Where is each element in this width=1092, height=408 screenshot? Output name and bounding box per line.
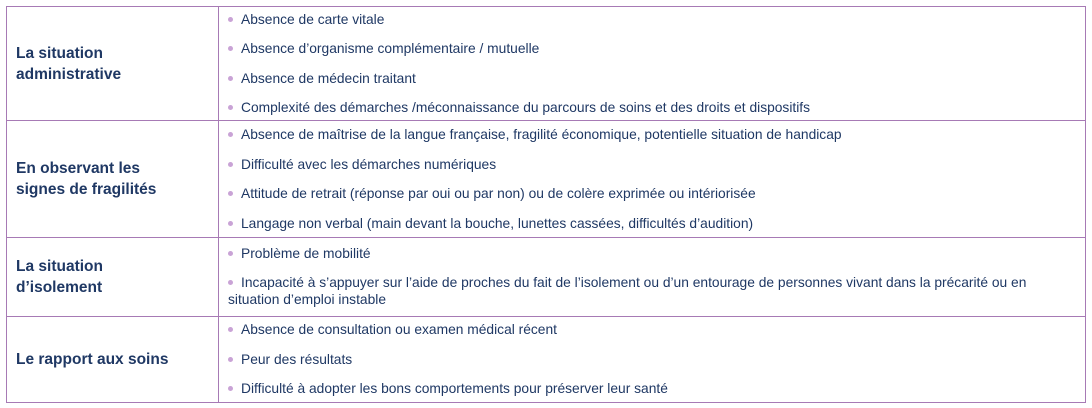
list-item-text: Absence de carte vitale [241, 11, 385, 27]
list-item [228, 156, 1075, 174]
bullet-icon [228, 357, 233, 362]
list-item [228, 185, 1075, 203]
list-item [228, 126, 1075, 144]
list-item-text: Absence de médecin traitant [241, 70, 416, 86]
list-item-text: Attitude de retrait (réponse par oui ou par non) ou de colère exprimée ou intériorisée [241, 186, 756, 201]
list-item-text: Problème de mobilité [241, 246, 371, 262]
category-heading [7, 317, 219, 403]
bullet-icon [228, 17, 233, 22]
list-item [228, 99, 1075, 117]
category-title: La situation administrative [16, 44, 122, 83]
bullet-icon [228, 191, 233, 196]
fragility-criteria-table [6, 6, 1086, 403]
list-item-text: Absence de consultation ou examen médical récent [241, 322, 557, 338]
list-item [228, 351, 1075, 369]
bullet-icon [228, 251, 233, 256]
bullet-icon [228, 132, 233, 137]
list-item [228, 70, 1075, 88]
table-row [7, 121, 1086, 238]
criteria-list [219, 121, 1086, 238]
category-heading [7, 121, 219, 238]
list-item-text: Incapacité à s’appuyer sur l’aide de proches du fait de l’isolement ou d’un entourage de personnes vivant dans la précarité ou en situation d’emploi instable [228, 274, 1027, 308]
bullet-icon [228, 46, 233, 51]
category-title: En observant les signes de fragilités [16, 160, 157, 198]
bullet-icon [228, 386, 233, 391]
list-item-text: Absence de maîtrise de la langue française, fragilité économique, potentielle situation de handicap [241, 127, 842, 142]
category-heading [7, 7, 219, 121]
list-item [228, 245, 1075, 263]
list-item-text: Difficulté avec les démarches numériques [241, 156, 497, 172]
list-item [228, 380, 1075, 398]
list-item [228, 11, 1075, 29]
table-row [7, 238, 1086, 317]
bullet-icon [228, 327, 233, 332]
table-row [7, 317, 1086, 403]
list-item-text: Difficulté à adopter les bons comportements pour préserver leur santé [241, 381, 668, 397]
list-item-text: Langage non verbal (main devant la bouche, lunettes cassées, difficultés d’audition) [241, 215, 754, 231]
list-item-text: Absence d’organisme complémentaire / mutuelle [241, 41, 540, 56]
bullet-icon [228, 280, 233, 285]
category-title: Le rapport aux soins [16, 351, 169, 368]
category-title: La situation d’isolement [16, 258, 103, 296]
criteria-list [219, 238, 1086, 317]
bullet-icon [228, 105, 233, 110]
list-item-text: Complexité des démarches /méconnaissance du parcours de soins et des droits et dispositifs [241, 100, 811, 115]
bullet-icon [228, 162, 233, 167]
criteria-list [219, 7, 1086, 121]
criteria-list [219, 317, 1086, 403]
bullet-icon [228, 76, 233, 81]
list-item [228, 274, 1075, 309]
list-item [228, 321, 1075, 339]
category-heading [7, 238, 219, 317]
list-item [228, 215, 1075, 233]
table-row [7, 7, 1086, 121]
bullet-icon [228, 221, 233, 226]
list-item [228, 40, 1075, 58]
list-item-text: Peur des résultats [241, 351, 353, 367]
